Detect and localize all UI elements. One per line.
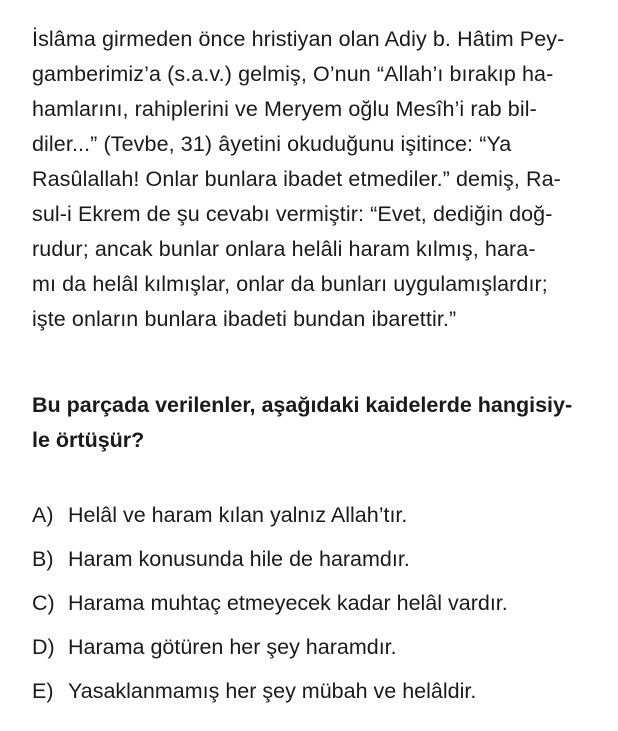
option-letter: A) — [32, 503, 54, 527]
option-letter: D) — [32, 635, 55, 659]
option-e[interactable] — [32, 676, 592, 720]
passage-line: mı da helâl kılmışlar, onlar da bunları uygulamışlardır; — [32, 272, 548, 296]
option-letter: E) — [32, 679, 54, 703]
option-text: Yasaklanmamış her şey mübah ve helâldir. — [68, 679, 477, 703]
passage-line: işte onların bunlara ibadeti bundan ibarettir.” — [32, 307, 457, 331]
passage-line: Rasûlallah! Onlar bunlara ibadet etmediler.” demiş, Ra- — [32, 167, 561, 191]
passage-line: İslâma girmeden önce hristiyan olan Adiy b. Hâtim Pey- — [32, 27, 565, 51]
option-letter: B) — [32, 547, 54, 571]
passage-line: hamlarını, rahiplerini ve Meryem oğlu Mesîh’i rab bil- — [32, 97, 537, 121]
option-a[interactable] — [32, 500, 592, 544]
option-b[interactable] — [32, 544, 592, 588]
passage-line: sul-i Ekrem de şu cevabı vermiştir: “Evet, dediğin doğ- — [32, 202, 553, 226]
option-d[interactable] — [32, 632, 592, 676]
answer-options — [32, 500, 592, 720]
question-line: Bu parçada verilenler, aşağıdaki kaidelerde hangisiy- — [32, 393, 573, 417]
passage-line: gamberimiz’a (s.a.v.) gelmiş, O’nun “Allah’ı bırakıp ha- — [32, 62, 554, 86]
option-letter: C) — [32, 591, 55, 615]
option-text: Haram konusunda hile de haramdır. — [68, 547, 410, 571]
question-line: le örtüşür? — [32, 428, 145, 452]
option-text: Harama götüren her şey haramdır. — [68, 635, 397, 659]
passage-line: rudur; ancak bunlar onlara helâli haram kılmış, hara- — [32, 237, 536, 261]
option-text: Helâl ve haram kılan yalnız Allah’tır. — [68, 503, 408, 527]
option-c[interactable] — [32, 588, 592, 632]
passage-line: diler...” (Tevbe, 31) âyetini okuduğunu işitince: “Ya — [32, 132, 512, 156]
question-stem — [32, 388, 592, 458]
passage — [32, 22, 592, 337]
option-text: Harama muhtaç etmeyecek kadar helâl vardır. — [68, 591, 508, 615]
